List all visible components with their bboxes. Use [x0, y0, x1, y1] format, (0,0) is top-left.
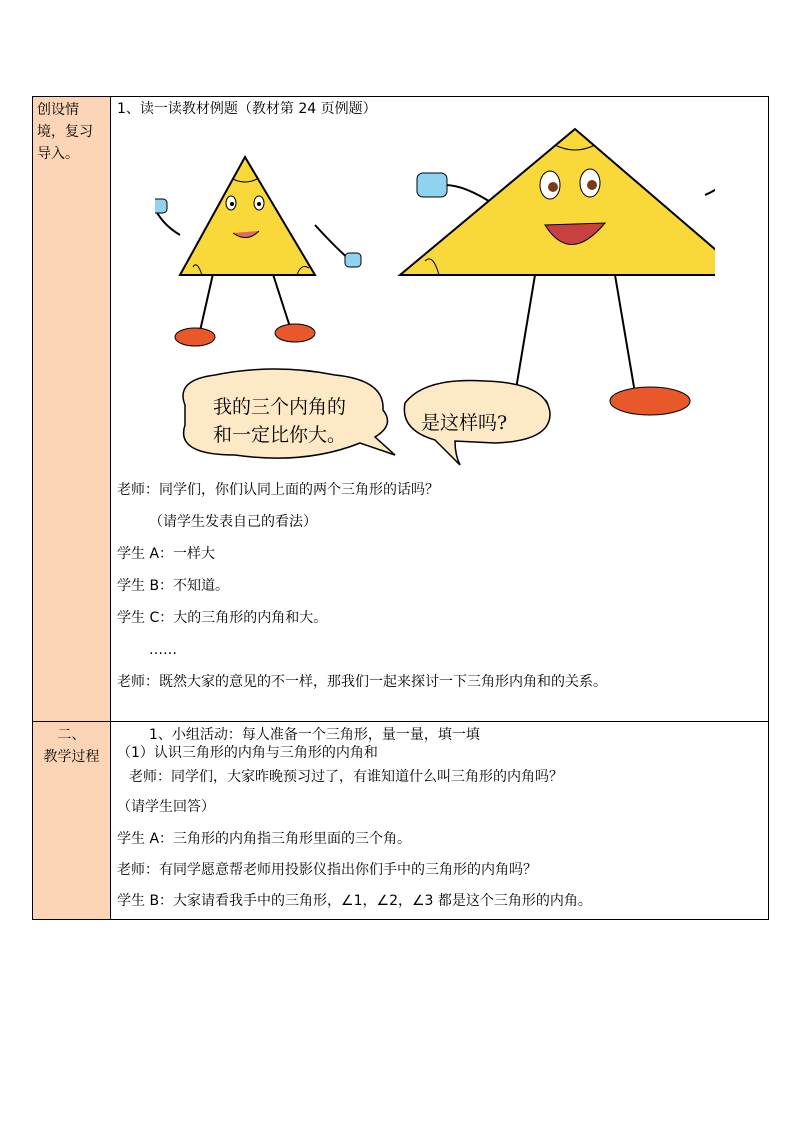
dialogue-line: 学生 A：三角形的内角指三角形里面的三个角。: [117, 831, 412, 847]
small-triangle-character: [155, 157, 361, 346]
bubble-right-text: 是这样吗?: [421, 412, 508, 434]
dialogue-line: 老师：同学们，你们认同上面的两个三角形的话吗？: [117, 482, 439, 498]
bubble-left-line2: 和一定比你大。: [213, 424, 347, 446]
section-content-process: [111, 722, 768, 919]
dialogue-line: （1）认识三角形的内角与三角形的内角和: [117, 745, 378, 761]
dialogue-line: 学生 A：一样大: [117, 546, 216, 562]
section-label-title: 教学过程: [43, 749, 100, 765]
dialogue-line: 学生 B：大家请看我手中的三角形，∠1，∠2，∠3 都是这个三角形的内角。: [117, 893, 592, 909]
dialogue-line: （请学生发表自己的看法）: [149, 514, 317, 530]
section-label-process: [33, 722, 111, 919]
section-row-process: [33, 722, 768, 919]
dialogue-line: ……: [149, 642, 177, 658]
dialogue-line: 1、小组活动：每人准备一个三角形，量一量，填一填: [149, 727, 480, 743]
dialogue-line: 学生 C：大的三角形的内角和大。: [117, 610, 328, 626]
dialogue-line: 老师：同学们，大家昨晚预习过了，有谁知道什么叫三角形的内角吗？: [129, 769, 563, 785]
section-content-intro: [111, 97, 768, 721]
dialogue-line: （请学生回答）: [117, 799, 215, 815]
dialogue-line: 学生 B：不知道。: [117, 578, 230, 594]
bubble-left-line1: 我的三个内角的: [213, 396, 347, 418]
section-label-intro: 创设情境，复习导入。: [33, 97, 111, 721]
dialogue-line: 老师：既然大家的意见的不一样，那我们一起来探讨一下三角形内角和的关系。: [117, 674, 607, 690]
big-triangle-character: [400, 129, 715, 419]
lesson-table: [32, 96, 769, 920]
section-label-number: 二、: [57, 727, 86, 743]
dialogue-line: 老师：有同学愿意帮老师用投影仪指出你们手中的三角形的内角吗？: [117, 862, 537, 878]
example-heading: 1、读一读教材例题（教材第 24 页例题）: [117, 101, 377, 117]
section-row-intro: [33, 97, 768, 722]
